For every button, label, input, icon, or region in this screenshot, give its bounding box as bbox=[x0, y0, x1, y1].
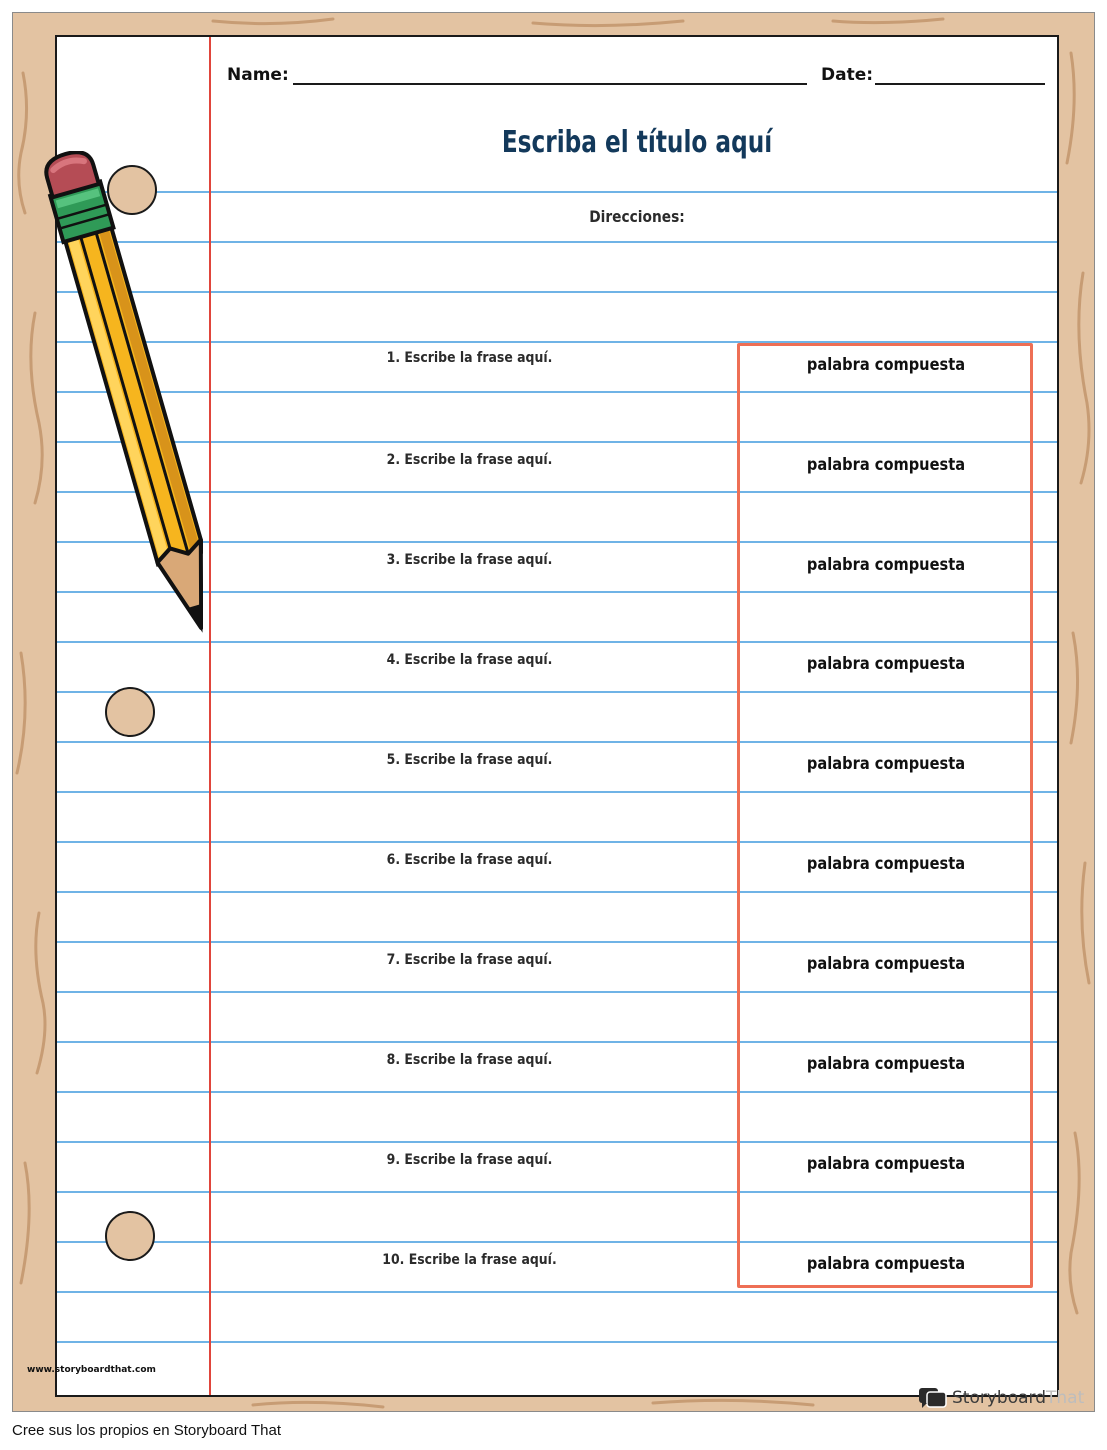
sentence-9: 9. Escribe la frase aquí. bbox=[386, 1152, 553, 1168]
compound-word-6: palabra compuesta bbox=[806, 854, 966, 874]
compound-word-4: palabra compuesta bbox=[806, 654, 966, 674]
rule-line bbox=[57, 291, 1057, 293]
rule-line bbox=[57, 191, 1057, 193]
red-margin-line bbox=[209, 37, 211, 1395]
logo-text-bold: Storyboard bbox=[952, 1388, 1046, 1408]
sentence-4: 4. Escribe la frase aquí. bbox=[386, 652, 553, 668]
compound-word-1: palabra compuesta bbox=[806, 355, 966, 375]
compound-word-7: palabra compuesta bbox=[806, 954, 966, 974]
sentence-5: 5. Escribe la frase aquí. bbox=[386, 752, 553, 768]
sentence-2: 2. Escribe la frase aquí. bbox=[386, 452, 553, 468]
compound-word-2: palabra compuesta bbox=[806, 455, 966, 475]
storyboard-logo-icon bbox=[918, 1387, 948, 1409]
sentence-8: 8. Escribe la frase aquí. bbox=[386, 1052, 553, 1068]
punch-hole bbox=[105, 687, 155, 737]
footer-credit: Cree sus los propios en Storyboard That bbox=[12, 1422, 282, 1439]
sentence-10: 10. Escribe la frase aquí. bbox=[382, 1252, 557, 1268]
wood-board-background bbox=[12, 12, 1095, 1412]
directions-label: Direcciones: bbox=[589, 207, 685, 226]
rule-line bbox=[57, 1341, 1057, 1343]
answer-column-box bbox=[737, 343, 1033, 1288]
rule-line bbox=[57, 1291, 1057, 1293]
sentence-7: 7. Escribe la frase aquí. bbox=[386, 952, 553, 968]
logo-text bbox=[952, 1388, 1084, 1408]
sentence-3: 3. Escribe la frase aquí. bbox=[386, 552, 553, 568]
rule-line bbox=[57, 241, 1057, 243]
worksheet-title: Escriba el título aquí bbox=[501, 125, 773, 160]
compound-word-9: palabra compuesta bbox=[806, 1154, 966, 1174]
logo-text-light: That bbox=[1046, 1388, 1085, 1408]
date-field[interactable] bbox=[875, 83, 1045, 85]
compound-word-8: palabra compuesta bbox=[806, 1054, 966, 1074]
storyboard-logo bbox=[918, 1387, 1084, 1409]
name-label: Name: bbox=[227, 65, 293, 85]
sentence-6: 6. Escribe la frase aquí. bbox=[386, 852, 553, 868]
notebook-paper bbox=[55, 35, 1059, 1397]
sentence-1: 1. Escribe la frase aquí. bbox=[386, 350, 553, 366]
name-field[interactable] bbox=[293, 83, 807, 85]
pencil-icon bbox=[43, 151, 203, 661]
compound-word-10: palabra compuesta bbox=[806, 1254, 966, 1274]
compound-word-3: palabra compuesta bbox=[806, 555, 966, 575]
punch-hole bbox=[105, 1211, 155, 1261]
date-label: Date: bbox=[821, 65, 877, 85]
compound-word-5: palabra compuesta bbox=[806, 754, 966, 774]
site-url: www.storyboardthat.com bbox=[27, 1365, 156, 1375]
